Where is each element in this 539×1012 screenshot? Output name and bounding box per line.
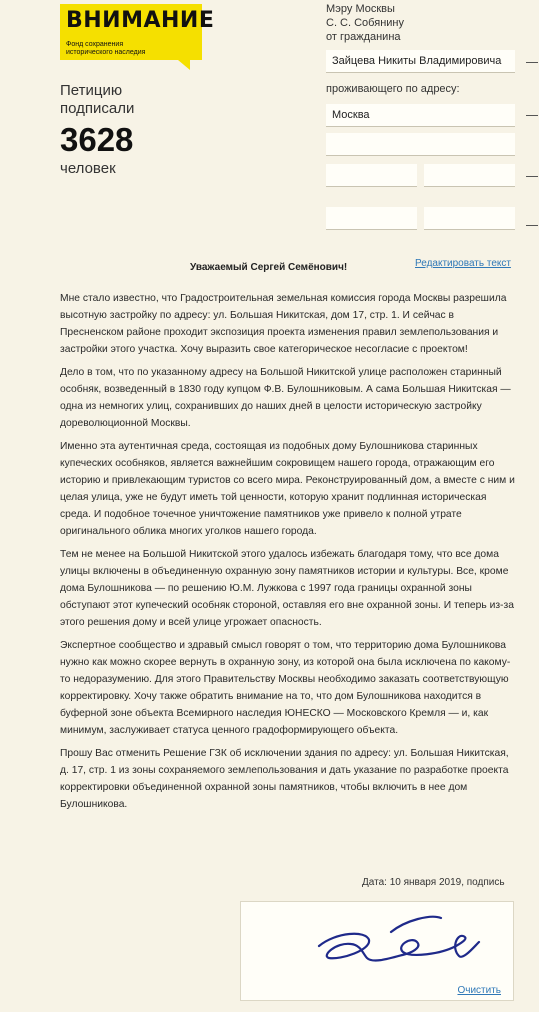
addressee-line1: Мэру Москвы bbox=[326, 3, 395, 15]
logo-subtitle-line2: исторического наследия bbox=[66, 49, 146, 56]
logo-title: ВНИМАНИЕ bbox=[66, 8, 215, 33]
flat-field[interactable] bbox=[326, 207, 417, 230]
letter-paragraph: Именно эта аутентичная среда, состоящая из подобных дому Булошникова старинных купеческих особняков, является важнейшим сокровищем нашего города, отражающим его историю и привлекающим туристов со всего мира. Реконструированный дом, а вместе с ним и целая улица, уже не будут иметь той ценности, которую хранит подлинная историческая среда. И подобное точечное уничтожение памятников уже привело к полной утрате оригинального облика многих уголков нашего города. bbox=[60, 441, 515, 537]
addressee bbox=[326, 2, 404, 44]
petition-label-line1: Петицию bbox=[60, 82, 123, 99]
house-field-marker bbox=[526, 176, 538, 177]
city-field-marker bbox=[526, 115, 538, 116]
name-field-marker bbox=[526, 62, 538, 63]
logo-speech-tail bbox=[178, 60, 190, 70]
building-field[interactable] bbox=[424, 164, 515, 187]
petition-counter bbox=[60, 82, 170, 178]
city-field[interactable]: Москва bbox=[326, 104, 515, 127]
residence-label: проживающего по адресу: bbox=[326, 83, 460, 95]
street-field[interactable] bbox=[326, 133, 515, 156]
signature-pad[interactable] bbox=[240, 901, 514, 1001]
addressee-line2: С. С. Собянину bbox=[326, 17, 404, 29]
petition-label-line2: подписали bbox=[60, 100, 135, 117]
letter-greeting: Уважаемый Сергей Семёнович! bbox=[190, 262, 348, 273]
extra-field[interactable] bbox=[424, 207, 515, 230]
addressee-line3: от гражданина bbox=[326, 31, 401, 43]
clear-signature-link[interactable]: Очистить bbox=[457, 985, 501, 996]
logo bbox=[60, 4, 215, 60]
letter-paragraph: Тем не менее на Большой Никитской этого удалось избежать благодаря тому, что все дома улицы включены в объединенную охранную зону памятников истории и культуры. Все, кроме дома Булошникова — по решению Ю.М. Лужкова с 1997 года границы охранной зоны обступают этот купеческий особняк стороной, оставляя его вне охранной зоны. И теперь из-за этого решения дому и всей улице угрожает опасность. bbox=[60, 549, 514, 628]
petition-unit: человек bbox=[60, 160, 116, 177]
name-field[interactable]: Зайцева Никиты Владимировича bbox=[326, 50, 515, 73]
petition-count: 3628 bbox=[60, 121, 134, 158]
letter-paragraph: Дело в том, что по указанному адресу на Большой Никитской улице расположен старинный особняк, возведенный в 1830 году купцом Ф.В. Булошниковым. А сама Большая Никитская — одна из немногих улиц, сохранивших до наших дней в целости историческую застройку дореволюционной Москвы. bbox=[60, 367, 511, 429]
edit-text-link[interactable]: Редактировать текст bbox=[415, 258, 511, 269]
logo-subtitle bbox=[66, 41, 145, 57]
signature-date: Дата: 10 января 2019, подпись bbox=[362, 877, 505, 888]
letter-paragraph: Мне стало известно, что Градостроительная земельная комиссия города Москвы разрешила высотную застройку по адресу: ул. Большая Никитская, дом 17, стр. 1. И сейчас в Пресненском районе проходит экспозиция проекта изменения правил землепользования и застройки этого участка. Хочу выразить свое категорическое несогласие с проектом! bbox=[60, 293, 507, 355]
flat-field-marker bbox=[526, 225, 538, 226]
house-field[interactable] bbox=[326, 164, 417, 187]
logo-subtitle-line1: Фонд сохранения bbox=[66, 41, 124, 48]
letter-paragraph: Прошу Вас отменить Решение ГЗК об исключении здания по адресу: ул. Большая Никитская, д. 17, стр. 1 из зоны сохраняемого землепользования и дать указание по разработке проекта корректировки объединенной охранной зоны памятников, чтобы включить в нее дом Булошникова. bbox=[60, 748, 509, 810]
letter-paragraph: Экспертное сообщество и здравый смысл говорят о том, что территорию дома Булошникова нужно как можно скорее вернуть в охранную зону, из которой она была исключена по какому-то недоразумению. Для этого Правительству Москвы необходимо заказать соответствующую корректировку. Хочу также обратить внимание на то, что дом Булошникова находится в буферной зоне объекта Всемирного наследия ЮНЕСКО — Московского Кремля — и, как минимум, заслуживает статуса ценного градоформирующего объекта. bbox=[60, 640, 511, 736]
letter-body bbox=[60, 290, 518, 819]
